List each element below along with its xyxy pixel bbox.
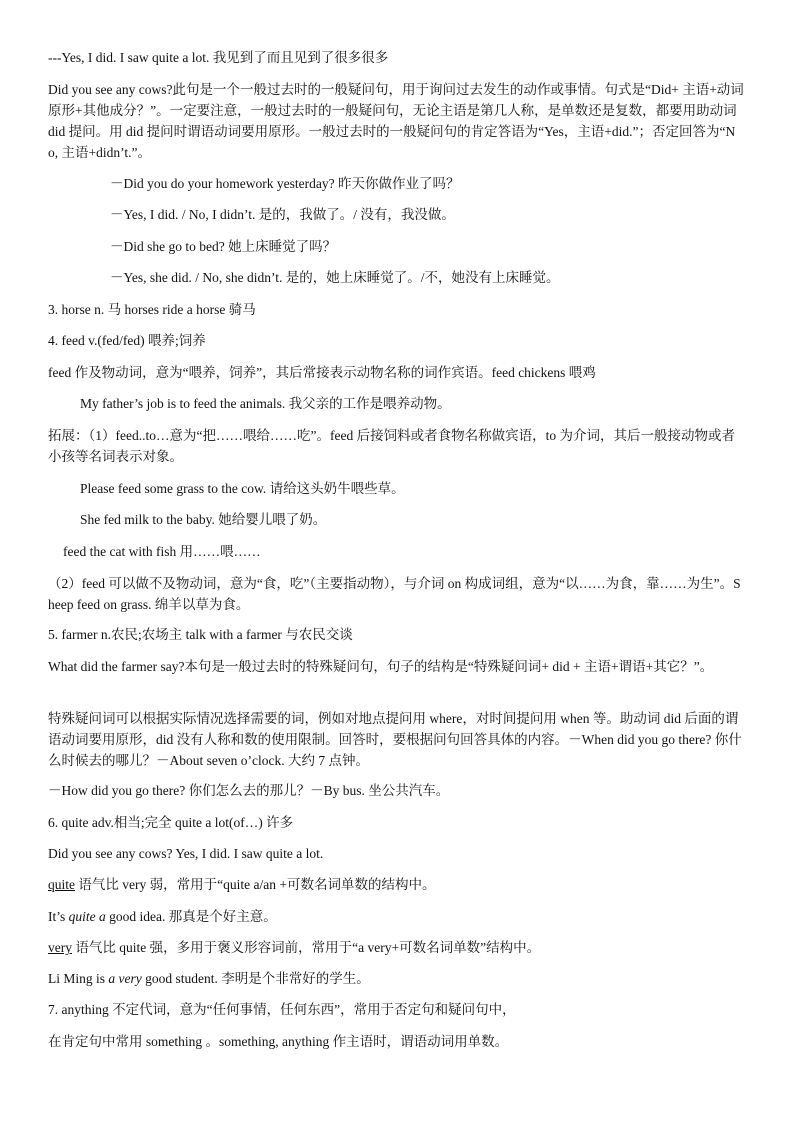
sentence-part: good idea. 那真是个好主意。 bbox=[105, 909, 277, 924]
example-dialogue: －How did you go there? 你们怎么去的那儿？－By bus. 坐公共汽车。 bbox=[48, 783, 450, 798]
special-question-note: What did the farmer say?本句是一般过去时的特殊疑问句，句子的结构是“特殊疑问词+ did + 主语+谓语+其它？”。 bbox=[48, 659, 714, 674]
example-question: －Did she go to bed? 她上床睡觉了吗？ bbox=[110, 239, 337, 254]
usage-text: 语气比 quite 强，多用于褒义形容词前，常用于“a very+可数名词单数”结构中。 bbox=[72, 940, 541, 955]
vocab-entry-horse: 3. horse n. 马 horses ride a horse 骑马 bbox=[48, 302, 256, 317]
very-usage-note bbox=[48, 938, 744, 958]
example-sentence bbox=[48, 969, 744, 989]
sentence-part: Li Ming is bbox=[48, 971, 109, 986]
extension-note-1: 拓展：（1）feed..to…意为“把……喂给……吃”。feed 后接饲料或者食物名称做宾语，to 为介词，其后一般接动物或者小孩等名词表示对象。 bbox=[48, 428, 735, 464]
underlined-term: very bbox=[48, 940, 72, 955]
sentence-part: It’s bbox=[48, 909, 69, 924]
example-sentence: My father’s job is to feed the animals. 我父亲的工作是喂养动物。 bbox=[80, 396, 451, 411]
italic-phrase: quite a bbox=[68, 909, 106, 924]
vocab-entry-quite: 6. quite adv.相当;完全 quite a lot(of…) 许多 bbox=[48, 815, 294, 830]
phrase-example: feed the cat with fish 用……喂…… bbox=[63, 544, 261, 559]
usage-text: 语气比 very 弱，常用于“quite a/an +可数名词单数的结构中。 bbox=[75, 877, 436, 892]
sentence-part: good student. 李明是个非常好的学生。 bbox=[141, 971, 370, 986]
vocab-entry-anything: 7. anything 不定代词，意为“任何事情，任何东西”，常用于否定句和疑问句中， bbox=[48, 1002, 516, 1017]
feed-usage-note: feed 作及物动词，意为“喂养，饲养”，其后常接表示动物名称的词作宾语。feed chickens 喂鸡 bbox=[48, 365, 596, 380]
example-sentence: She fed milk to the baby. 她给婴儿喂了奶。 bbox=[80, 512, 327, 527]
vocab-entry-farmer: 5. farmer n.农民;农场主 talk with a farmer 与农民交谈 bbox=[48, 627, 353, 642]
example-sentence: Did you see any cows? Yes, I did. I saw quite a lot. bbox=[48, 846, 324, 861]
example-sentence: Please feed some grass to the cow. 请给这头奶牛喂些草。 bbox=[80, 481, 405, 496]
grammar-explanation-paragraph: Did you see any cows?此句是一个一般过去时的一般疑问句，用于询问过去发生的动作或事情。句式是“Did+ 主语+动词原形+其他成分？”。一定要注意，一般过去时的一般疑问句，无论主语是第几人称，是单数还是复数，都要用助动词 did 提问。用 did 提问时谓语动词要用原形。一般过去时的一般疑问句的肯定答语为“Yes，主语+did.”；否定回答为“No, 主语+didn’t.”。 bbox=[48, 82, 744, 160]
quite-usage-note bbox=[48, 875, 744, 895]
vocab-entry-feed: 4. feed v.(fed/fed) 喂养;饲养 bbox=[48, 333, 206, 348]
example-question: －Did you do your homework yesterday? 昨天你做作业了吗？ bbox=[110, 176, 460, 191]
example-answer: －Yes, she did. / No, she didn’t. 是的，她上床睡觉了。/不，她没有上床睡觉。 bbox=[110, 270, 560, 285]
italic-phrase: a very bbox=[108, 971, 142, 986]
example-answer: －Yes, I did. / No, I didn’t. 是的，我做了。/ 没有，我没做。 bbox=[110, 207, 455, 222]
special-question-explanation: 特殊疑问词可以根据实际情况选择需要的词，例如对地点提问用 where，对时间提问用 when 等。助动词 did 后面的谓语动词要用原形，did 没有人称和数的使用限制。回答时，要根据问句回答具体的内容。－When did you go there? 你什么时候去的哪儿？－About seven o’clock. 大约 7 点钟。 bbox=[48, 711, 742, 768]
answer-line: ---Yes, I did. I saw quite a lot. 我见到了而且见到了很多很多 bbox=[48, 50, 389, 65]
anything-usage-note: 在肯定句中常用 something 。something, anything 作主语时，谓语动词用单数。 bbox=[48, 1034, 509, 1049]
underlined-term: quite bbox=[48, 877, 75, 892]
example-sentence bbox=[48, 907, 744, 927]
extension-note-2: （2）feed 可以做不及物动词，意为“食，吃”（主要指动物），与介词 on 构成词组，意为“以……为食，靠……为生”。Sheep feed on grass. 绵羊以草为食。 bbox=[48, 576, 741, 612]
